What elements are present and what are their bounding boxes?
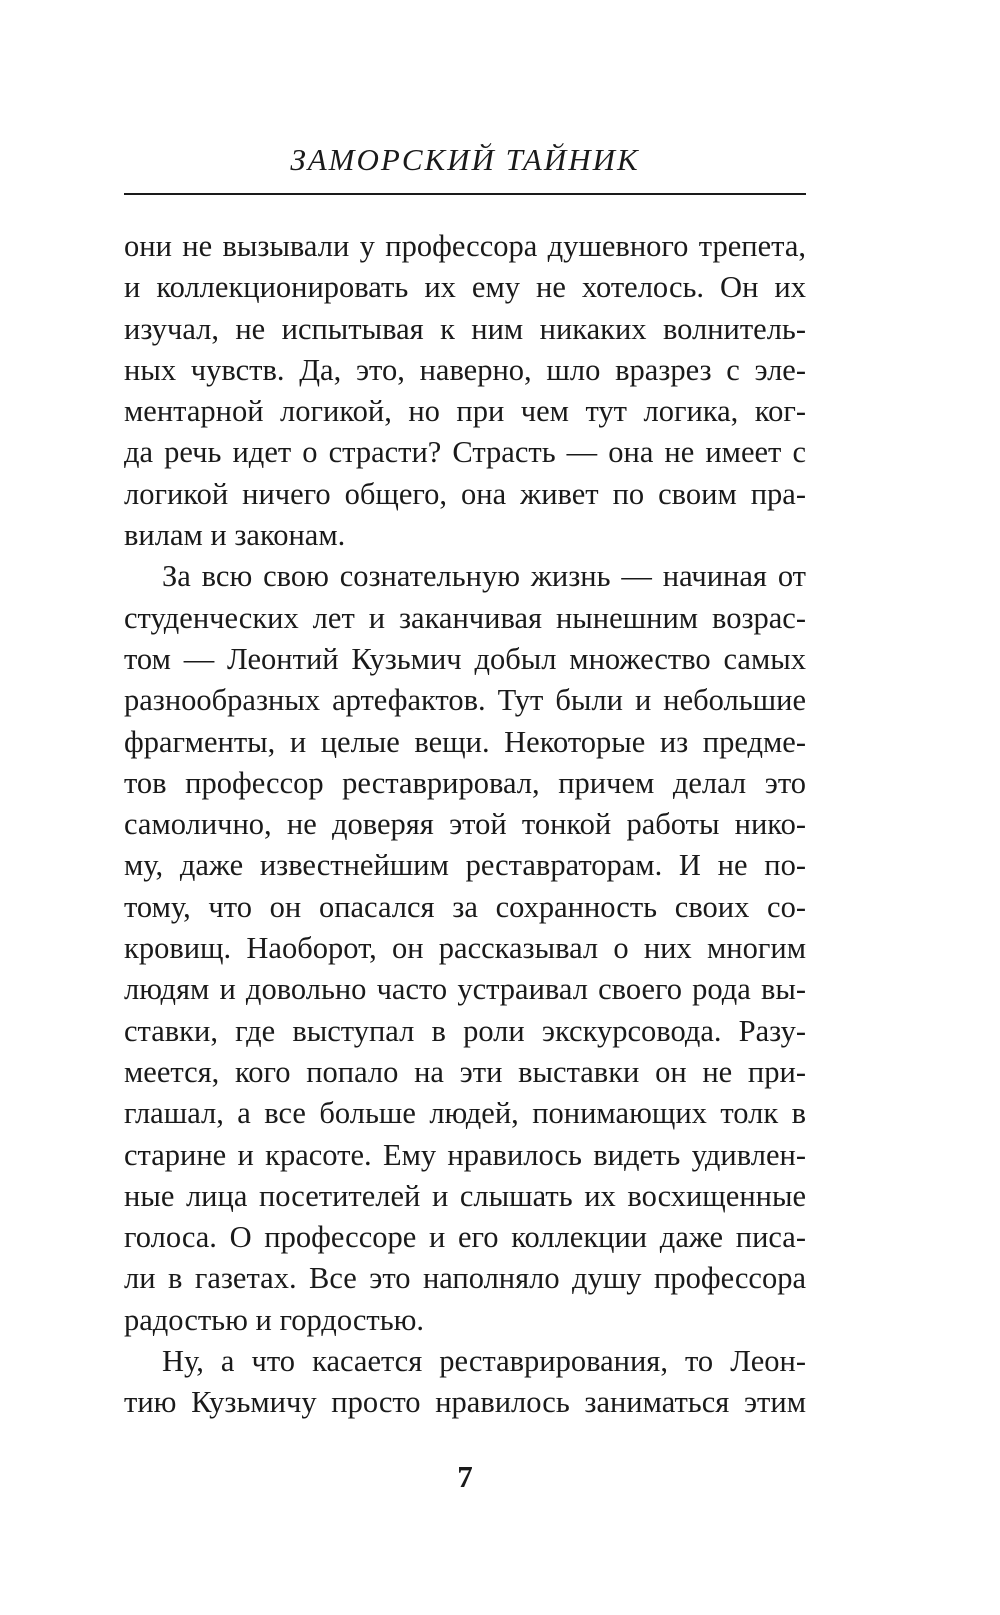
text-line: ментарной логикой, но при чем тут логика, ког- xyxy=(124,394,806,429)
text-line: За всю свою сознательную жизнь — начиная от xyxy=(162,559,806,594)
page-number: 7 xyxy=(457,1459,473,1494)
text-line: меется, кого попало на эти выставки он не при- xyxy=(124,1054,806,1089)
text-line: изучал, не испытывая к ним никаких волнитель- xyxy=(124,311,806,346)
running-head-title: ЗАМОРСКИЙ ТАЙНИК xyxy=(290,142,640,177)
text-line: ные лица посетителей и слышать их восхищенные xyxy=(124,1178,806,1213)
text-line: старине и красоте. Ему нравилось видеть удивлен- xyxy=(124,1137,806,1172)
text-line: людям и довольно часто устраивал своего рода вы- xyxy=(124,972,806,1007)
text-line: и коллекционировать их ему не хотелось. Он их xyxy=(124,270,806,305)
text-line: голоса. О профессоре и его коллекции даже писа- xyxy=(124,1220,806,1255)
text-line: Ну, а что касается реставрирования, то Леон- xyxy=(162,1344,806,1379)
text-line: самолично, не доверяя этой тонкой работы нико- xyxy=(124,807,806,842)
text-line: тов профессор реставрировал, причем делал это xyxy=(124,765,806,800)
text-line: глашал, а все больше людей, понимающих толк в xyxy=(124,1096,806,1131)
text-line: вилам и законам. xyxy=(124,518,346,553)
text-line: том — Леонтий Кузьмич добыл множество самых xyxy=(124,641,806,676)
text-line: тому, что он опасался за сохранность своих со- xyxy=(124,889,806,924)
text-line: разнообразных артефактов. Тут были и небольшие xyxy=(124,683,806,718)
text-line: ли в газетах. Все это наполняло душу профессора xyxy=(124,1261,806,1296)
text-line: тию Кузьмичу просто нравилось заниматься этим xyxy=(124,1385,806,1420)
text-line: ных чувств. Да, это, наверно, шло вразрез с эле- xyxy=(124,352,806,387)
text-line: ставки, где выступал в роли экскурсовода. Разу- xyxy=(124,1013,806,1048)
text-line: му, даже известнейшим реставраторам. И не по- xyxy=(124,848,806,883)
text-line: да речь идет о страсти? Страсть — она не имеет с xyxy=(124,435,806,470)
text-line: радостью и гордостью. xyxy=(124,1302,425,1337)
body-text xyxy=(124,226,806,1424)
text-line: они не вызывали у профессора душевного трепета, xyxy=(124,229,806,263)
header-rule xyxy=(124,193,806,195)
text-line: студенческих лет и заканчивая нынешним возрас- xyxy=(124,600,806,635)
text-line: логикой ничего общего, она живет по своим пра- xyxy=(124,476,806,511)
text-line: кровищ. Наоборот, он рассказывал о них многим xyxy=(124,931,806,966)
text-line: фрагменты, и целые вещи. Некоторые из предме- xyxy=(124,724,806,759)
